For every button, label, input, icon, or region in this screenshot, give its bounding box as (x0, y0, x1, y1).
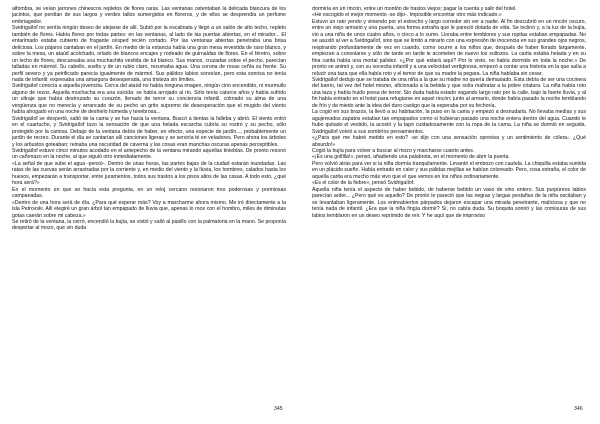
paragraph: Svidrigaïlof no sentía ningún deseo de alejarse de allí. Subió por la escalinata y llegó a un salón de alto techo, repleto también de flores. Había flores por todas partes: en las ventanas, al lado de las puertas abiertas, en el mirador... El entarimado estaba cubierto de fragante césped recién cortado. Por las ventanas abiertas penetraba una brisa deliciosa. Los pájaros cantaban en el jardín. En medio de la estancia había una gran mesa revestida de raso blanco, y sobre la mesa, un ataúd acolchado, orlado de blancos encajes y rodeado de guirnaldas de flores. En el féretro, sobre un lecho de flores, descansaba una muchachita vestida de tul blanco. Sus manos, cruzadas sobre el pecho, parecían talladas en mármol. Su cabello, suelto y de un rubio claro, rezumaba agua. Una corona de rosas ceñía su frente. Su perfil severo y ya petrificado parecía igualmente de mármol. Sus pálidos labios sonreían, pero esta sonrisa no tenía nada de infantil: expresaba una amargura desesperada, una tristeza sin límites. (12, 25, 286, 83)
paragraph: Svidrigaïlof estuvo cinco minutos acodado en el antepecho de la ventana mirando aquellas tinieblas. De pronto resonó un cañonazo en la noche, al que siguió otro inmediatamente. (12, 147, 286, 161)
paragraph: «Dentro de una hora será de día. ¿Para qué esperar más? Voy a marcharme ahora mismo. Me iré directamente a la isla Petrovski. Allí elegiré un gran árbol tan empapado de lluvia que, apenas lo roce con el hombro, miles de diminutas gotas caerán sobre mi cabeza.» (12, 199, 286, 219)
paragraph: Svidrigaïlof se despertó, saltó de la cama y se fue hacia la ventana. Buscó a tientas la falleba y abrió. El viento entró en el cuartucho, y Svidrigaïlof tuvo la sensación de que una helada escarcha cubría su rostro y su pecho, sólo protegido por la camisa. Debajo de la ventana debía de haber, en efecto, una especie de jardín..., probablemente un jardín de recreo. Durante el día se cantarían allí canciones ligeras y se serviría té en veladores. Pero ahora los árboles y los arbustos goteaban; reinaba una oscuridad de caverna y las cosas eran manchas oscuras apenas perceptibles. (12, 115, 286, 148)
paragraph: En el momento en que se hacía esta pregunta, en un reloj cercano resonaron tres poderosas y premiosas campanadas. (12, 186, 286, 200)
right-page-body (312, 6, 586, 404)
paragraph: Se retiró de la ventana, la cerró, encendió la bujía, se vistió y salió al pasillo con la palmatoria en la mano. Se proponía despertar al mozo, que sin duda (12, 218, 286, 232)
paragraph: «¡Es una golfilla!», pensó, añadiendo una palabrota, en el momento de abrir la puerta. (312, 154, 510, 161)
paragraph: «He escogido el mejor momento -se dijo-. Imposible encontrar otro más indicado.» (312, 12, 502, 19)
paragraph: Svidrigaïlof dedujo que se trataba de una niña a la que su madre no quería demasiado. Esta debía de ser una cocinera del barrio, tal vez del hotel mismo, aficionada a la bebida y que solía maltratar a la pobre criatura. La niña había roto una taza y había huido presa de terror. Sin duda había estado vagando largo rato por la calle, bajo la fuerte lluvia, y al fin había entrado en el hotel para refugiarse en aquel rincón; junto al armario, donde había pasado la noche temblando de frío y de miedo ante la idea del duro castigo que la esperaba por su fechoría. (312, 76, 586, 109)
paragraph: «¿Para qué me habré metido en esto? -se dijo con una sensación opresiva y un sentimiento de cólera-. ¿Qué absurdo!» (312, 135, 586, 148)
paragraph: Cogió la bujía para volver a buscar al mozo y marcharse cuanto antes. (312, 147, 475, 154)
right-page-number: 346 (574, 406, 583, 412)
paragraph: Estuvo un rato yendo y viniendo por el estrecho y largo corredor sin ver a nadie. Al fin descubrió en un rincón oscuro, entre un viejo armario y una puerta, una forma extraña que le pareció dotada de vida. Se inclinó y, a la luz de la bujía, vio a una niña de unos cuatro años, o cinco a lo sumo. Lloraba entre temblores y sus ropitas estaban empapadas. No se asustó al ver a Svidrigaïlof, sino que se limitó a mirarlo con una expresión de inocencia en sus grandes ojos negros, respirando profundamente de vez en cuando, como ocurre a los niños que, después de haber llorado largamente, empiezan a consolarse y sólo de tarde en tarde le acometen de nuevo los sollozos. La carita estaba helada y en su fina carita había una mortal palidez. «¿Por qué estará aquí? Por lo visto, no había dormido en toda la noche.» De pronto se animó y, con su vocecita infantil y a una velocidad vertiginosa, empezó a contar una historia en la que salía a relucir una taza que ella había roto y el temor de que su madre la pegara. La niña hablaba sin cesar. (312, 18, 586, 77)
paragraph: Aquella niña tenía el aspecto de haber bebido, de haberse bebido un vaso de vino entero. Sus purpúreos labios parecían arder... ¿Pero qué es aquello? De pronto le pareció que las negras y largas pestañas de la niña oscilaban y se levantaban ligeramente. Los entreabiertos párpados dejaron escapar una mirada penetrante, maliciosa y que no tenía nada de infantil. ¿Era que la niña fingía dormir? Sí, no cabía duda. Su boquita sonrió y las comisuras de sus labios temblaron en un deseo reprimido de reír. Y he aquí que de improviso (312, 186, 586, 219)
paragraph: «Es el color de la fiebre», pensó Svidrigaïlof. (312, 180, 415, 187)
paragraph: dormiría en un rincón, entre un montón de trastos viejos; pagar la cuenta y salir del hotel. (312, 6, 517, 12)
paragraph: alfombra, se veían jarrones chinescos repletos de flores raras. Las ventanas ostentaban la delicada blancura de los jacintos, que perdían de sus largos y verdes tallos sumergidos en floreros, y de ellos se desprendía un perfume embriagador. (12, 6, 286, 25)
left-page-number: 345 (274, 406, 283, 412)
left-page-body (12, 6, 286, 404)
paragraph: Pero volvió atrás para ver si la niña dormía tranquilamente. Levantó el embozo con cautela. La chiquilla estaba sumida en un plácido sueño. Había entrado en calor y sus pálidas mejillas se habían coloreado. Pero, cosa extraña, el color de aquella carita era mucho más vivo que el que vemos en los niños ordinariamente. (312, 160, 586, 180)
paragraph: Svidrigaïlof conocía a aquella jovencita. Cerca del ataúd no había ninguna imagen, ningún cirio encendido, ni murmullo alguno de rezos. Aquella muchacha era una suicida: se había arrojado al río. Sólo tenía catorce años y había sufrido un ultraje que había destrozado su corazón, llenado de terror su conciencia infantil, colmado su alma de una vergüenza que no merecía y arrancado de su pecho un grito supremo de desesperación que el mugido del viento había ahogado en una noche de deshielo húmeda y tenebrosa... (12, 83, 286, 116)
paragraph: La cogió en sus brazos, la llevó a su habitación, la puso en la cama y empezó a desnudarla. No llevaba medias y sus agujereados zapatos estaban tan empapados como si hubieran pasado una noche entera dentro del agua. Cuando le hubo quitado el vestido, la acostó y la tapó cuidadosamente con la ropa de la cama. La niña se durmió en seguida. Svidrigaïlof volvió a sus sombríos pensamientos. (312, 109, 586, 135)
paragraph: «La señal de que sube el agua -pensó-. Dentro de unas horas, las partes bajas de la ciudad estarán inundadas. Las ratas de las cuevas serán arrastradas por la corriente y, en medio del viento y la lluvia, los hombres, calados hasta los huesos, empezarán a transportar, entre juramentos, todos sus trastos a los pisos altos de las casas. A todo esto, ¿qué hora será?» (12, 160, 286, 187)
